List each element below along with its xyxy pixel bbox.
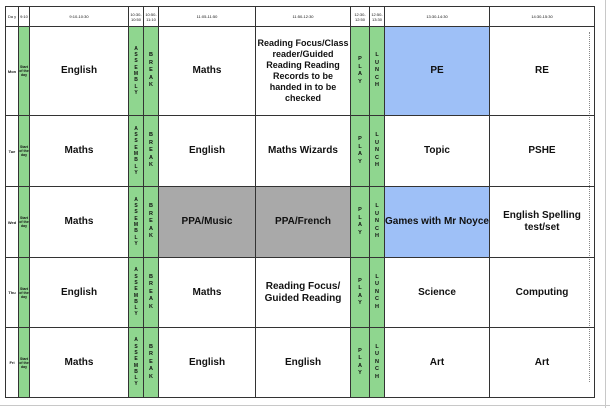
assembly-letter: M [133,222,139,228]
lunch-letter: H [375,233,379,240]
break-letter: A [149,225,153,232]
break-cell [144,258,159,328]
play-letter: A [358,222,362,228]
play-cell [351,258,370,328]
lesson-cell: Art [490,328,595,398]
assembly-letter: Y [134,381,138,388]
lunch-letter: U [375,351,379,358]
day-row [6,328,595,398]
play-letter: Y [358,78,362,85]
header-1105-1150: 11:05-11:50 [159,7,256,27]
lunch-letter: U [375,210,379,217]
day-label: Fri [6,328,19,398]
lunch-letter: L [375,203,379,210]
play-letter: Y [358,158,362,165]
lunch-letter: C [375,296,379,303]
lesson-cell: English [159,328,256,398]
assembly-letter: E [134,144,138,151]
header-1330-1430: 13:30-14:30 [385,7,490,27]
assembly-letter: L [134,375,138,382]
play-cell [351,27,370,116]
lunch-cell [370,258,385,328]
lunch-letter: C [375,154,379,161]
assembly-letter: B [134,298,138,305]
play-letter: Y [358,370,362,376]
break-letter: B [149,343,153,350]
break-letter: E [149,147,153,154]
lesson-cell: English [159,116,256,187]
lesson-cell: Science [385,258,490,328]
assembly-letter: S [134,52,138,59]
break-letter: R [149,351,153,358]
lesson-cell: Maths [159,258,256,328]
assembly-letter: S [134,349,138,356]
lesson-cell: English [256,328,351,398]
assembly-cell [129,328,144,398]
header-1150-1230: 11:50-12:30 [256,7,351,27]
play-letter: P [358,56,362,62]
assembly-letter: S [134,209,138,216]
lesson-cell: Computing [490,258,595,328]
header-1250-1330: 12:50-13:30 [370,7,385,27]
break-letter: R [149,281,153,288]
assembly-letter: L [134,83,138,90]
assembly-letter: S [134,273,138,280]
lunch-letter: H [375,373,379,380]
day-row [6,258,595,328]
lunch-letter: N [375,147,379,154]
page-edge [605,0,606,408]
header-1430-1530: 14:30-15:30 [490,7,595,27]
break-letter: R [149,210,153,217]
play-letter: P [358,136,362,142]
play-letter: P [358,207,362,213]
start-of-day-cell: Start of the day [19,328,30,398]
break-letter: B [149,132,153,139]
lunch-letter: L [375,52,379,59]
play-letter: P [358,347,362,354]
lesson-cell: Reading Focus/Class reader/Guided Reading Reading Records to be handed in to be checked [256,27,351,116]
assembly-letter: A [134,337,138,344]
assembly-letter: B [134,77,138,84]
assembly-letter: Y [134,311,138,318]
lesson-cell: Maths [159,27,256,116]
break-letter: R [149,59,153,66]
header-day: Da y [6,7,19,27]
assembly-letter: B [134,368,138,375]
play-letter: L [358,143,362,150]
lesson-cell: PE [385,27,490,116]
break-letter: A [149,74,153,81]
lesson-cell: Maths [30,187,129,258]
lunch-letter: N [375,358,379,365]
lunch-letter: L [375,343,379,350]
lesson-cell: English [30,258,129,328]
play-letter: L [358,355,362,361]
assembly-letter: A [134,125,138,132]
start-of-day-cell: Start of the day [19,116,30,187]
assembly-letter: M [133,362,139,369]
lesson-cell: Art [385,328,490,398]
lunch-letter: L [375,273,379,280]
play-letter: A [358,71,362,77]
break-letter: B [149,273,153,280]
assembly-letter: E [134,286,138,293]
lunch-letter: N [375,288,379,295]
play-cell [351,187,370,258]
assembly-letter: Y [134,240,138,247]
lesson-cell: Topic [385,116,490,187]
lunch-letter: L [375,132,379,139]
break-cell [144,187,159,258]
lunch-cell [370,116,385,187]
assembly-letter: E [134,356,138,363]
lunch-letter: U [375,281,379,288]
break-letter: E [149,358,153,365]
assembly-letter: E [134,64,138,71]
assembly-letter: L [134,234,138,241]
assembly-letter: B [134,157,138,164]
break-letter: K [149,303,153,310]
lesson-cell: Reading Focus/ Guided Reading [256,258,351,328]
day-row [6,27,595,116]
assembly-letter: M [133,151,139,157]
break-letter: K [149,82,153,89]
break-letter: K [149,373,153,380]
assembly-letter: Y [134,89,138,96]
assembly-letter: S [134,138,138,145]
assembly-letter: S [134,279,138,286]
assembly-letter: S [134,132,138,139]
play-letter: Y [358,229,362,236]
assembly-letter: E [134,215,138,222]
day-row [6,187,595,258]
header-1050-1110: 10:50-11:10 [144,7,159,27]
start-of-day-cell: Start of the day [19,187,30,258]
assembly-letter: A [134,45,138,52]
lesson-cell: Games with Mr Noyce [385,187,490,258]
lunch-letter: N [375,67,379,74]
break-letter: E [149,67,153,74]
lunch-letter: H [375,82,379,89]
header-910-1030: 9:10-10:30 [30,7,129,27]
lesson-cell: English Spelling test/set [490,187,595,258]
lunch-cell [370,328,385,398]
header-1230-1250: 12:30-12:50 [351,7,370,27]
play-letter: L [358,63,362,70]
lesson-cell: PPA/French [256,187,351,258]
day-label: Wed [6,187,19,258]
lunch-cell [370,27,385,116]
page-edge [0,405,610,406]
lesson-cell: RE [490,27,595,116]
play-letter: A [358,362,362,369]
lesson-cell: English [30,27,129,116]
assembly-letter: L [134,305,138,312]
assembly-letter: S [134,343,138,350]
play-letter: L [358,285,362,291]
break-letter: K [149,233,153,240]
lesson-cell: Maths Wizards [256,116,351,187]
header-row [6,7,595,27]
header-0910: 9:10 [19,7,30,27]
break-letter: A [149,366,153,373]
break-letter: E [149,218,153,225]
day-row [6,116,595,187]
break-letter: K [149,162,153,169]
lunch-letter: U [375,59,379,66]
lesson-cell: PSHE [490,116,595,187]
break-letter: E [149,288,153,295]
lunch-cell [370,187,385,258]
assembly-letter: M [133,71,139,77]
break-cell [144,27,159,116]
play-letter: A [358,151,362,157]
day-label: Thu [6,258,19,328]
lunch-letter: U [375,139,379,146]
lunch-letter: C [375,74,379,81]
assembly-letter: A [134,196,138,203]
break-letter: B [149,52,153,59]
play-cell [351,328,370,398]
header-1030-1050: 10:30-10:50 [129,7,144,27]
lunch-letter: C [375,225,379,232]
assembly-cell [129,116,144,187]
assembly-letter: L [134,163,138,170]
assembly-letter: B [134,228,138,235]
assembly-cell [129,187,144,258]
assembly-cell [129,258,144,328]
break-cell [144,328,159,398]
lesson-cell: PPA/Music [159,187,256,258]
lesson-cell: Maths [30,328,129,398]
lunch-letter: C [375,366,379,373]
assembly-cell [129,27,144,116]
break-letter: A [149,154,153,161]
lesson-cell: Maths [30,116,129,187]
assembly-letter: S [134,203,138,210]
play-letter: L [358,214,362,221]
break-letter: R [149,139,153,146]
start-of-day-cell: Start of the day [19,258,30,328]
lunch-letter: H [375,162,379,169]
lunch-letter: N [375,218,379,225]
assembly-letter: Y [134,169,138,176]
day-label: Tue [6,116,19,187]
assembly-letter: S [134,58,138,65]
day-label: Mon [6,27,19,116]
break-cell [144,116,159,187]
timetable [5,6,595,398]
assembly-letter: M [133,292,139,299]
break-letter: A [149,296,153,303]
play-letter: A [358,292,362,299]
play-cell [351,116,370,187]
play-letter: Y [358,300,362,306]
break-letter: B [149,203,153,210]
start-of-day-cell: Start of the day [19,27,30,116]
assembly-letter: A [134,267,138,274]
lunch-letter: H [375,303,379,310]
play-letter: P [358,277,362,284]
